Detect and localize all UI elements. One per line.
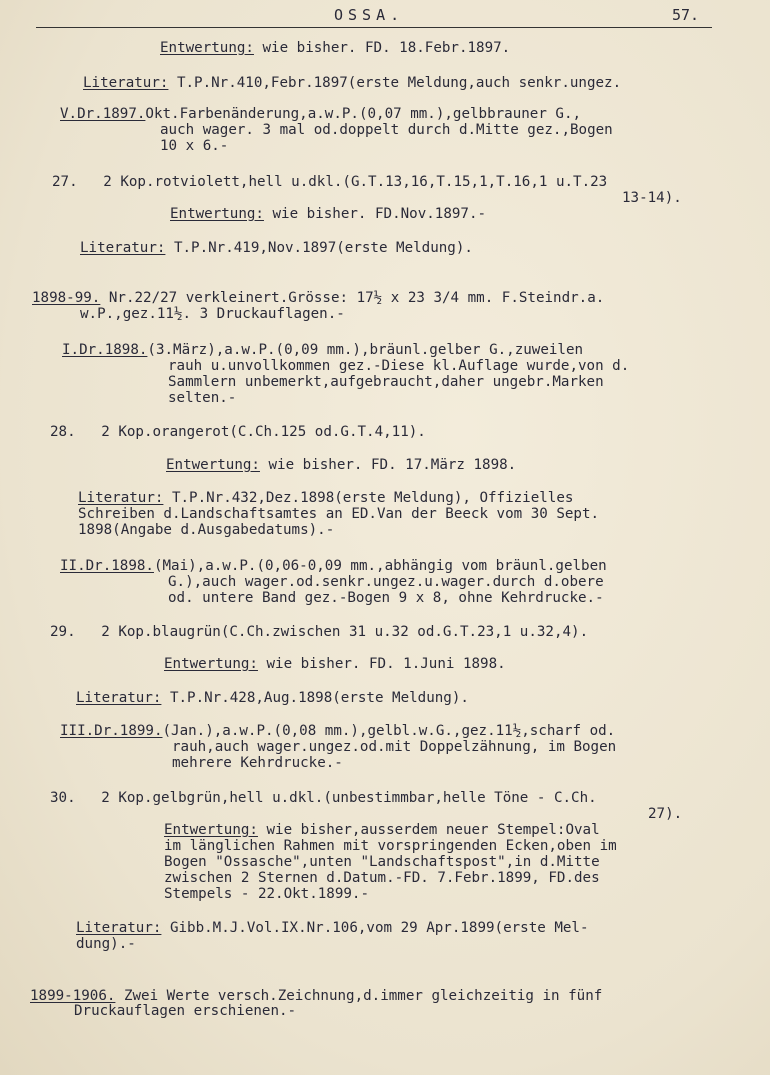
underlined-heading: 1898-99. xyxy=(32,290,101,306)
text-line xyxy=(60,106,581,122)
text-run: 27). xyxy=(648,806,683,822)
page-number: 57. xyxy=(672,6,700,24)
text-line xyxy=(164,870,600,886)
text-run: Zwei Werte versch.Zeichnung,d.immer gleichzeitig in fünf xyxy=(115,988,603,1004)
text-run: 10 x 6.- xyxy=(160,138,229,154)
text-line xyxy=(60,723,615,739)
text-line xyxy=(60,558,607,574)
underlined-heading: Entwertung: xyxy=(166,457,260,473)
text-run: zwischen 2 Sternen d.Datum.-FD. 7.Febr.1899, FD.des xyxy=(164,870,600,886)
text-run: 27. 2 Kop.rotviolett,hell u.dkl.(G.T.13,16,T.15,1,T.16,1 u.T.23 xyxy=(52,174,608,190)
text-line xyxy=(160,122,613,138)
text-run: 29. 2 Kop.blaugrün(C.Ch.zwischen 31 u.32 od.G.T.23,1 u.32,4). xyxy=(50,624,589,640)
text-line xyxy=(168,390,236,406)
text-line xyxy=(78,522,334,538)
text-line xyxy=(168,358,629,374)
text-line xyxy=(32,290,604,306)
text-run: Gibb.M.J.Vol.IX.Nr.106,vom 29 Apr.1899(erste Mel- xyxy=(161,920,589,936)
text-line xyxy=(160,138,228,154)
underlined-heading: Literatur: xyxy=(76,690,162,706)
text-run: wie bisher. FD. 1.Juni 1898. xyxy=(257,656,506,672)
text-run: 13-14). xyxy=(622,190,682,206)
text-line xyxy=(76,920,589,936)
text-line xyxy=(30,988,602,1004)
text-line xyxy=(50,624,588,640)
text-run: w.P.,gez.11½. 3 Druckauflagen.- xyxy=(80,306,345,322)
text-run: selten.- xyxy=(168,390,237,406)
text-run: mehrere Kehrdrucke.- xyxy=(172,755,343,771)
text-run: (Jan.),a.w.P.(0,08 mm.),gelbl.w.G.,gez.11½,scharf od. xyxy=(162,723,616,739)
text-line xyxy=(52,174,607,190)
text-line xyxy=(168,574,604,590)
text-run: 30. 2 Kop.gelbgrün,hell u.dkl.(unbestimmbar,helle Töne - C.Ch. xyxy=(50,790,597,806)
underlined-heading: Entwertung: xyxy=(164,656,258,672)
underlined-heading: Literatur: xyxy=(78,490,164,506)
text-run: dung).- xyxy=(76,936,136,952)
text-line xyxy=(168,590,604,606)
text-line xyxy=(160,40,510,56)
text-run: rauh u.unvollkommen gez.-Diese kl.Auflage wurde,von d. xyxy=(168,358,630,374)
text-line xyxy=(164,838,617,854)
text-line xyxy=(76,690,469,706)
underlined-heading: 1899-1906. xyxy=(30,988,116,1004)
text-line xyxy=(172,755,343,771)
text-run: wie bisher. FD. 17.März 1898. xyxy=(259,457,517,473)
text-run: Bogen "Ossasche",unten "Landschaftspost",in d.Mitte xyxy=(164,854,600,870)
text-run: G.),auch wager.od.senkr.ungez.u.wager.durch d.obere xyxy=(168,574,604,590)
text-run: Schreiben d.Landschaftsamtes an ED.Van der Beeck vom 30 Sept. xyxy=(78,506,600,522)
text-line xyxy=(164,886,369,902)
text-line xyxy=(172,739,616,755)
text-run: Sammlern unbemerkt,aufgebraucht,daher ungebr.Marken xyxy=(168,374,604,390)
underlined-heading: Entwertung: xyxy=(164,822,258,838)
text-line xyxy=(80,240,473,256)
text-run: 1898(Angabe d.Ausgabedatums).- xyxy=(78,522,335,538)
text-line xyxy=(50,790,597,806)
underlined-heading: V.Dr.1897. xyxy=(60,106,146,122)
text-line xyxy=(78,506,599,522)
text-run: Okt.Farbenänderung,a.w.P.(0,07 mm.),gelbbrauner G., xyxy=(145,106,582,122)
text-line xyxy=(50,424,426,440)
text-line xyxy=(80,306,345,322)
underlined-heading: Literatur: xyxy=(76,920,162,936)
text-run: wie bisher. FD.Nov.1897.- xyxy=(263,206,487,222)
text-run: wie bisher. FD. 18.Febr.1897. xyxy=(253,40,511,56)
text-line xyxy=(164,854,600,870)
underlined-heading: Entwertung: xyxy=(170,206,264,222)
text-line xyxy=(622,190,682,206)
underlined-heading: II.Dr.1898. xyxy=(60,558,154,574)
text-line xyxy=(164,656,506,672)
running-header-title: OSSA. xyxy=(334,6,405,24)
text-run: (3.März),a.w.P.(0,09 mm.),bräunl.gelber G.,zuweilen xyxy=(147,342,584,358)
text-run: T.P.Nr.432,Dez.1898(erste Meldung), Offizielles xyxy=(163,490,574,506)
text-line xyxy=(76,936,136,952)
text-line xyxy=(170,206,486,222)
text-run: Stempels - 22.Okt.1899.- xyxy=(164,886,369,902)
text-run: Nr.22/27 verkleinert.Grösse: 17½ x 23 3/4 mm. F.Steindr.a. xyxy=(100,290,605,306)
text-run: (Mai),a.w.P.(0,06-0,09 mm.,abhängig vom bräunl.gelben xyxy=(153,558,607,574)
underlined-heading: Entwertung: xyxy=(160,40,254,56)
text-run: T.P.Nr.428,Aug.1898(erste Meldung). xyxy=(161,690,469,706)
text-line xyxy=(648,806,682,822)
text-line xyxy=(166,457,516,473)
underlined-heading: Literatur: xyxy=(80,240,166,256)
text-run: 28. 2 Kop.orangerot(C.Ch.125 od.G.T.4,11). xyxy=(50,424,426,440)
text-line xyxy=(83,75,621,91)
text-run: auch wager. 3 mal od.doppelt durch d.Mitte gez.,Bogen xyxy=(160,122,613,138)
text-run: rauh,auch wager.ungez.od.mit Doppelzähnung, im Bogen xyxy=(172,739,617,755)
text-line xyxy=(164,822,600,838)
text-run: T.P.Nr.410,Febr.1897(erste Meldung,auch senkr.ungez. xyxy=(168,75,622,91)
text-line xyxy=(168,374,604,390)
text-line xyxy=(74,1003,296,1019)
header-rule xyxy=(36,27,712,28)
underlined-heading: III.Dr.1899. xyxy=(60,723,163,739)
text-run: Druckauflagen erschienen.- xyxy=(74,1003,297,1019)
text-line xyxy=(78,490,573,506)
text-run: wie bisher,ausserdem neuer Stempel:Oval xyxy=(257,822,600,838)
text-run: od. untere Band gez.-Bogen 9 x 8, ohne Kehrdrucke.- xyxy=(168,590,604,606)
text-run: im länglichen Rahmen mit vorspringenden Ecken,oben im xyxy=(164,838,617,854)
text-run: T.P.Nr.419,Nov.1897(erste Meldung). xyxy=(165,240,473,256)
text-line xyxy=(62,342,583,358)
underlined-heading: Literatur: xyxy=(83,75,169,91)
underlined-heading: I.Dr.1898. xyxy=(62,342,148,358)
